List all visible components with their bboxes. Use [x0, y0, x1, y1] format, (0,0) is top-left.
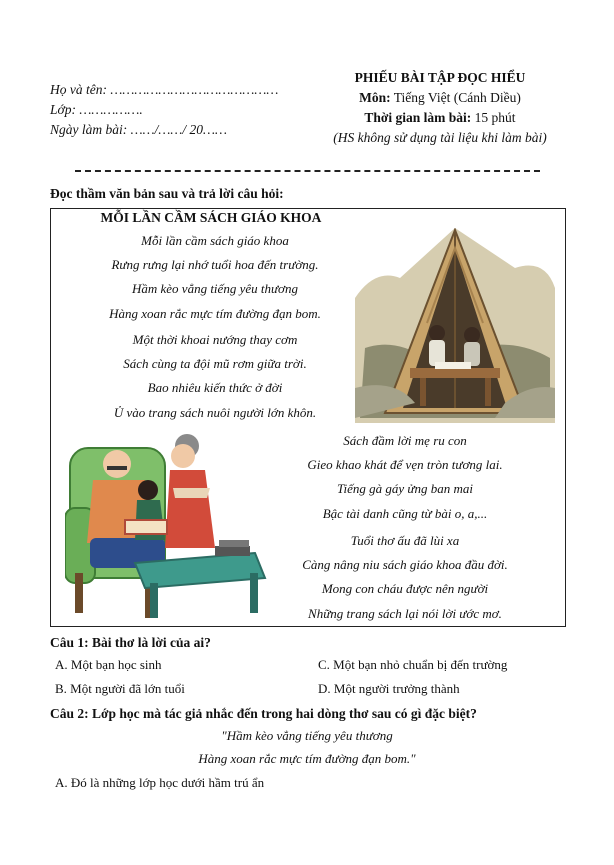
reading-instruction: Đọc thầm văn bản sau và trả lời câu hỏi: [50, 186, 284, 201]
sheet-header [322, 68, 558, 148]
poem-line: Những trang sách lại nói lời ước mơ. [308, 605, 502, 621]
time-line: Thời gian làm bài: 15 phút [364, 110, 516, 125]
question-2-text: Lớp học mà tác giả nhắc đến trong hai dòng thơ sau có gì đặc biệt? [92, 706, 477, 721]
poem-line: Hàng xoan rắc mực tím đường đạn bom. [109, 305, 321, 321]
sheet-title: PHIẾU BÀI TẬP ĐỌC HIỂU [354, 70, 526, 85]
family-reading-illustration [65, 428, 280, 623]
question-1 [50, 632, 211, 654]
poem-line: Tiếng gà gáy ửng ban mai [336, 481, 473, 497]
shelter-illustration [355, 228, 555, 423]
question-1-label: Câu 1: [50, 635, 89, 650]
date-line[interactable]: Ngày làm bài: ……/……/ 20…… [50, 122, 228, 137]
question-1-text: Bài thơ là lời của ai? [92, 635, 211, 650]
poem-title: MỖI LẦN CẦM SÁCH GIÁO KHOA [100, 210, 322, 225]
question-2-label: Câu 2: [50, 706, 89, 721]
poem-line: Càng nâng niu sách giáo khoa đầu đời. [302, 557, 508, 573]
class-line[interactable]: Lớp: ……………. [50, 102, 143, 117]
poem-line: Gieo khao khát để vẹn tròn tương lai. [307, 457, 503, 473]
poem-line: Rưng rưng lại nhớ tuổi hoa đến trường. [111, 257, 319, 273]
poem-stanza-4 [280, 529, 530, 626]
poem-line: Ủ vào trang sách nuôi người lớn khôn. [113, 404, 317, 420]
q1-option-c[interactable]: C. Một bạn nhỏ chuẩn bị đến trường [318, 657, 508, 672]
poem-line: Hầm kèo vẳng tiếng yêu thương [131, 281, 298, 297]
q1-option-d[interactable]: D. Một người trưởng thành [318, 681, 460, 696]
q2-quote-line-2: Hàng xoan rắc mực tím đường đạn bom." [198, 751, 416, 766]
poem-line: Một thời khoai nướng thay cơm [132, 332, 298, 347]
name-line[interactable]: Họ và tên: …………………………………… [50, 82, 279, 97]
q1-option-a[interactable]: A. Một bạn học sinh [55, 657, 162, 672]
poem-stanza-1 [80, 229, 350, 326]
q1-option-b[interactable]: B. Một người đã lớn tuổi [55, 681, 185, 696]
poem-line: Bậc tài danh cũng từ bài o, a,... [322, 505, 488, 521]
header-divider [75, 170, 540, 172]
poem-line: Mong con cháu được nên người [321, 581, 489, 597]
poem-line: Tuổi thơ ấu đã lùi xa [350, 533, 460, 548]
poem-line: Mỗi lần cầm sách giáo khoa [141, 233, 289, 248]
q2-quote-line-1: "Hầm kèo vẳng tiếng yêu thương [221, 728, 393, 743]
poem-line: Sách đầm lời mẹ ru con [343, 433, 467, 448]
poem-line: Bao nhiêu kiến thức ở đời [147, 380, 283, 396]
exam-note: (HS không sử dụng tài liệu khi làm bài) [333, 130, 547, 145]
poem-line: Sách cùng ta đội mũ rơm giữa trời. [123, 356, 307, 372]
student-info [50, 80, 278, 140]
question-2 [50, 703, 477, 725]
q2-option-a[interactable]: A. Đó là những lớp học dưới hầm trú ẩn [55, 775, 265, 790]
poem-stanza-3 [280, 429, 530, 526]
poem-stanza-2 [80, 328, 350, 425]
subject-line: Môn: Tiếng Việt (Cánh Diều) [359, 90, 521, 105]
